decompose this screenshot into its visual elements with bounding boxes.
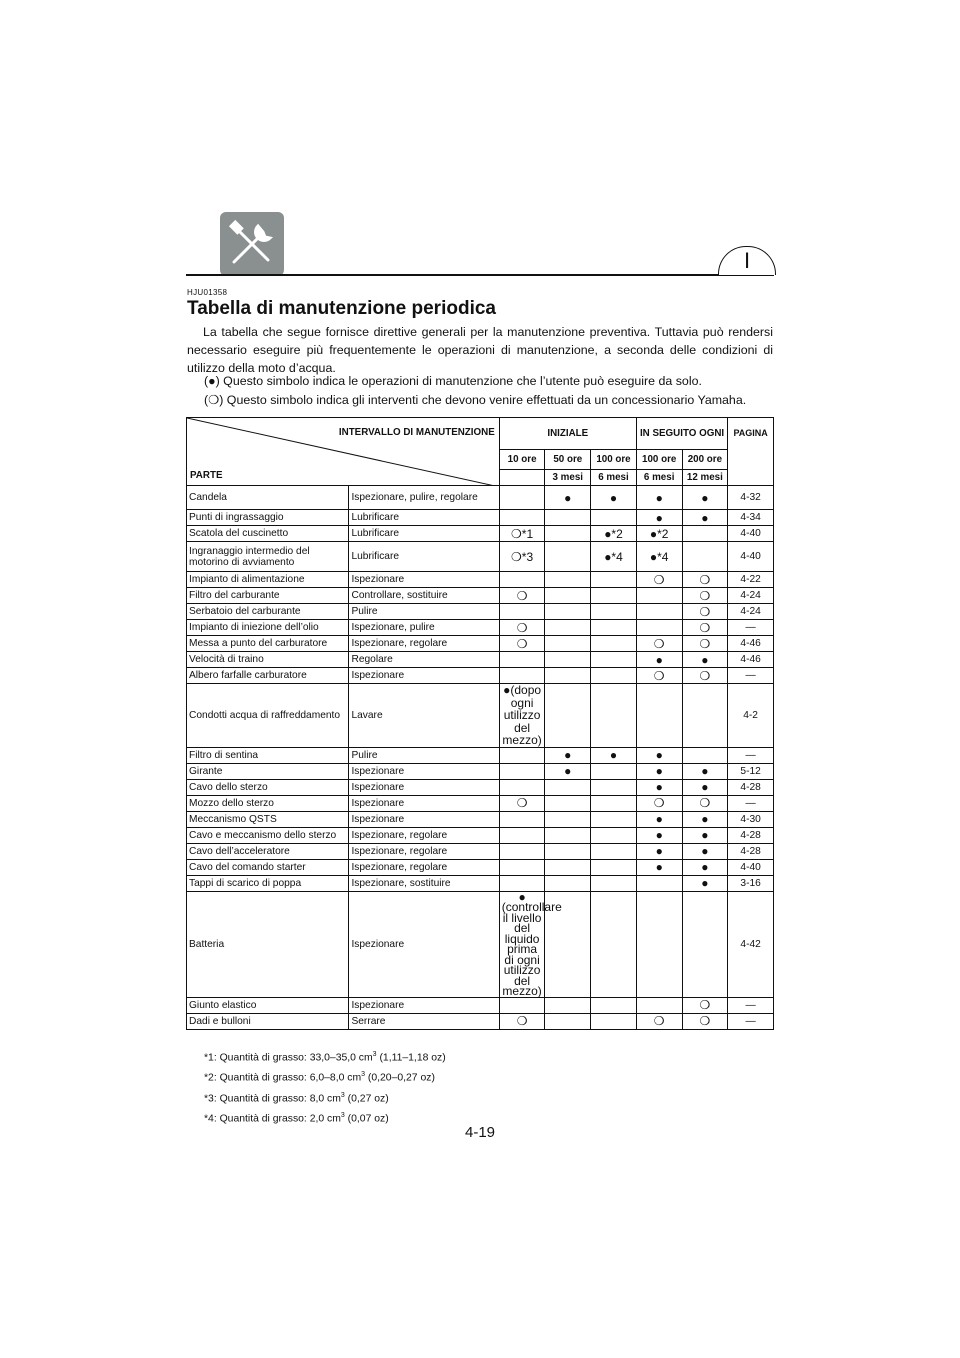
- language-tab: I: [718, 246, 776, 275]
- interval-mark-cell: ❍: [499, 636, 545, 652]
- interval-mark-cell: [591, 997, 637, 1013]
- interval-mark-cell: [499, 843, 545, 859]
- interval-mark-cell: ❍: [682, 604, 728, 620]
- interval-mark-cell: [636, 684, 682, 748]
- interval-mark-cell: [591, 668, 637, 684]
- maintenance-table-body: [187, 486, 774, 1030]
- interval-mark-cell: [545, 572, 591, 588]
- interval-mark-cell: ❍: [682, 620, 728, 636]
- interval-mark-cell: ❍*3: [499, 542, 545, 572]
- action-cell: Pulire: [349, 747, 499, 763]
- page-ref-cell: 4-2: [728, 684, 774, 748]
- interval-mark-cell: ❍: [682, 1013, 728, 1029]
- interval-mark-cell: ●: [636, 486, 682, 510]
- months-header: 12 mesi: [682, 470, 728, 486]
- action-cell: Ispezionare: [349, 795, 499, 811]
- page-ref-cell: 4-34: [728, 510, 774, 526]
- months-header: 3 mesi: [545, 470, 591, 486]
- interval-mark-cell: [545, 859, 591, 875]
- page-number: 4-19: [464, 1124, 496, 1141]
- maintenance-table: [186, 417, 774, 1030]
- interval-mark-cell: ●: [636, 843, 682, 859]
- part-cell: Mozzo dello sterzo: [187, 795, 349, 811]
- table-row: [187, 526, 774, 542]
- interval-mark-cell: ●: [591, 747, 637, 763]
- page-ref-cell: 4-22: [728, 572, 774, 588]
- part-cell: Giunto elastico: [187, 997, 349, 1013]
- interval-mark-cell: [591, 510, 637, 526]
- footnote: *2: Quantità di grasso: 6,0–8,0 $cm^3$ (0,20–0,27 oz): [204, 1071, 435, 1084]
- page-ref-cell: —: [728, 997, 774, 1013]
- interval-mark-cell: ●*4: [591, 542, 637, 572]
- interval-mark-cell: [545, 652, 591, 668]
- table-row: [187, 588, 774, 604]
- hours-header: 200 ore: [682, 450, 728, 470]
- interval-mark-cell: [545, 636, 591, 652]
- interval-mark-cell: ●*2: [636, 526, 682, 542]
- interval-mark-cell: [545, 510, 591, 526]
- part-cell: Impianto di alimentazione: [187, 572, 349, 588]
- interval-mark-cell: [545, 843, 591, 859]
- action-cell: Lubrificare: [349, 526, 499, 542]
- interval-mark-cell: [591, 843, 637, 859]
- page-ref-cell: 5-12: [728, 763, 774, 779]
- owner-symbol-note: (●) Questo simbolo indica le operazioni di manutenzione che l’utente può eseguire da solo.: [204, 374, 702, 388]
- part-cell: Scatola del cuscinetto: [187, 526, 349, 542]
- interval-mark-cell: [545, 620, 591, 636]
- interval-mark-cell: [499, 668, 545, 684]
- part-cell: Messa a punto del carburatore: [187, 636, 349, 652]
- interval-mark-cell: ●: [636, 763, 682, 779]
- interval-mark-cell: ●: [545, 486, 591, 510]
- interval-mark-cell: ●: [682, 843, 728, 859]
- part-cell: Velocità di traino: [187, 652, 349, 668]
- action-cell: Serrare: [349, 1013, 499, 1029]
- interval-mark-cell: [545, 526, 591, 542]
- action-cell: Ispezionare: [349, 779, 499, 795]
- table-row: [187, 997, 774, 1013]
- interval-mark-cell: [682, 684, 728, 748]
- interval-mark-cell: [682, 747, 728, 763]
- table-row: [187, 859, 774, 875]
- table-row: [187, 795, 774, 811]
- interval-mark-cell: [499, 604, 545, 620]
- interval-mark-cell: [636, 604, 682, 620]
- part-cell: Tappi di scarico di poppa: [187, 875, 349, 891]
- interval-mark-cell: [682, 542, 728, 572]
- interval-mark-cell: [636, 875, 682, 891]
- part-cell: Cavo dello sterzo: [187, 779, 349, 795]
- interval-mark-cell: ●: [636, 747, 682, 763]
- part-header-label: PARTE: [190, 470, 223, 481]
- hours-header: 100 ore: [636, 450, 682, 470]
- interval-mark-cell: [545, 684, 591, 748]
- interval-mark-cell: ❍*1: [499, 526, 545, 542]
- page-ref-cell: 4-24: [728, 588, 774, 604]
- action-cell: Ispezionare: [349, 811, 499, 827]
- interval-mark-cell: ●: [682, 652, 728, 668]
- interval-mark-cell: [545, 997, 591, 1013]
- table-row: [187, 684, 774, 748]
- table-row: [187, 572, 774, 588]
- interval-mark-cell: ❍: [682, 668, 728, 684]
- interval-mark-cell: [499, 779, 545, 795]
- interval-mark-cell: [636, 997, 682, 1013]
- part-cell: Batteria: [187, 891, 349, 997]
- page-ref-cell: 4-28: [728, 779, 774, 795]
- interval-mark-cell: [545, 604, 591, 620]
- dealer-symbol-note: (❍) Questo simbolo indica gli interventi che devono venire effettuati da un concessionario Yamaha.: [204, 393, 747, 407]
- part-cell: Meccanismo QSTS: [187, 811, 349, 827]
- page-ref-cell: —: [728, 1013, 774, 1029]
- interval-mark-cell: ●: [682, 779, 728, 795]
- interval-mark-cell: [591, 636, 637, 652]
- interval-mark-cell: [591, 779, 637, 795]
- table-row: [187, 620, 774, 636]
- interval-mark-cell: ●: [682, 486, 728, 510]
- action-cell: Ispezionare: [349, 763, 499, 779]
- months-header: 6 mesi: [636, 470, 682, 486]
- interval-header-label: INTERVALLO DI MANUTENZIONE: [338, 427, 495, 438]
- page-ref-cell: 4-46: [728, 636, 774, 652]
- interval-mark-cell: [591, 604, 637, 620]
- footnote: *3: Quantità di grasso: 8,0 $cm^3$ (0,27 oz): [204, 1091, 389, 1105]
- table-row: [187, 747, 774, 763]
- action-cell: Ispezionare, regolare: [349, 636, 499, 652]
- interval-mark-cell: ❍: [682, 997, 728, 1013]
- action-cell: Ispezionare, regolare: [349, 827, 499, 843]
- action-cell: Lavare: [349, 684, 499, 748]
- interval-mark-cell: ❍: [636, 1013, 682, 1029]
- interval-mark-cell: [591, 620, 637, 636]
- interval-mark-cell: ●: [682, 763, 728, 779]
- table-row: [187, 652, 774, 668]
- interval-mark-cell: [636, 891, 682, 997]
- interval-mark-cell: [499, 747, 545, 763]
- interval-mark-cell: ●: [545, 763, 591, 779]
- interval-mark-cell: ●: [636, 652, 682, 668]
- interval-mark-cell: [591, 1013, 637, 1029]
- action-cell: Regolare: [349, 652, 499, 668]
- action-cell: Controllare, sostituire: [349, 588, 499, 604]
- page-ref-cell: 4-40: [728, 859, 774, 875]
- action-cell: Ispezionare: [349, 997, 499, 1013]
- interval-mark-cell: [545, 811, 591, 827]
- part-cell: Serbatoio del carburante: [187, 604, 349, 620]
- interval-mark-cell: [591, 684, 637, 748]
- interval-mark-cell: [499, 486, 545, 510]
- action-cell: Lubrificare: [349, 542, 499, 572]
- interval-mark-cell: ●: [636, 859, 682, 875]
- part-cell: Albero farfalle carburatore: [187, 668, 349, 684]
- interval-mark-cell: [591, 572, 637, 588]
- table-row: [187, 827, 774, 843]
- interval-mark-cell: ❍: [682, 588, 728, 604]
- initial-header: INIZIALE: [499, 418, 636, 450]
- interval-mark-cell: [499, 875, 545, 891]
- page-ref-cell: —: [728, 747, 774, 763]
- page-ref-cell: —: [728, 668, 774, 684]
- part-cell: Condotti acqua di raffreddamento: [187, 684, 349, 748]
- table-row: [187, 811, 774, 827]
- action-cell: Ispezionare, regolare: [349, 859, 499, 875]
- section-code: HJU01358: [187, 288, 228, 297]
- table-row: [187, 779, 774, 795]
- interval-mark-cell: ●: [636, 811, 682, 827]
- interval-mark-cell: [499, 572, 545, 588]
- interval-mark-cell: [591, 891, 637, 997]
- table-row: [187, 486, 774, 510]
- interval-mark-cell: ●: [636, 779, 682, 795]
- interval-mark-cell: [591, 859, 637, 875]
- page-ref-cell: 4-40: [728, 526, 774, 542]
- interval-mark-cell: ❍: [682, 795, 728, 811]
- part-cell: Candela: [187, 486, 349, 510]
- action-cell: Ispezionare, pulire, regolare: [349, 486, 499, 510]
- interval-mark-cell: [499, 827, 545, 843]
- part-cell: Girante: [187, 763, 349, 779]
- interval-mark-cell: ●: [545, 747, 591, 763]
- footnotes: [204, 1046, 446, 1128]
- interval-mark-cell: ❍: [636, 668, 682, 684]
- table-row: [187, 636, 774, 652]
- interval-mark-cell: [545, 779, 591, 795]
- action-cell: Ispezionare: [349, 668, 499, 684]
- table-row: [187, 604, 774, 620]
- table-row: [187, 875, 774, 891]
- interval-mark-cell: [545, 668, 591, 684]
- action-cell: Pulire: [349, 604, 499, 620]
- page-ref-cell: 4-32: [728, 486, 774, 510]
- interval-mark-cell: [591, 763, 637, 779]
- page-ref-cell: 4-28: [728, 843, 774, 859]
- part-cell: Cavo e meccanismo dello sterzo: [187, 827, 349, 843]
- interval-mark-cell: ❍: [682, 636, 728, 652]
- page-ref-cell: 3-16: [728, 875, 774, 891]
- interval-part-header: [187, 418, 500, 486]
- interval-mark-cell: ●: [682, 827, 728, 843]
- tools-icon: [220, 212, 284, 276]
- interval-mark-cell: ● (controllare il livello del liquido prima di ogni utilizzo del mezzo): [499, 891, 545, 997]
- page-ref-cell: 4-42: [728, 891, 774, 997]
- interval-mark-cell: [499, 859, 545, 875]
- interval-mark-cell: ❍: [636, 795, 682, 811]
- action-cell: Ispezionare: [349, 572, 499, 588]
- page-ref-cell: —: [728, 795, 774, 811]
- page-header: PAGINA: [728, 418, 774, 486]
- interval-mark-cell: ●: [636, 827, 682, 843]
- table-row: [187, 1013, 774, 1029]
- table-row: [187, 891, 774, 997]
- interval-mark-cell: ❍: [499, 588, 545, 604]
- table-row: [187, 843, 774, 859]
- interval-mark-cell: [545, 588, 591, 604]
- interval-mark-cell: [591, 652, 637, 668]
- footnote: *1: Quantità di grasso: 33,0–35,0 $cm^3$ (1,11–1,18 oz): [204, 1051, 446, 1064]
- header-rule: [186, 274, 774, 276]
- months-header: 6 mesi: [591, 470, 637, 486]
- interval-mark-cell: [591, 875, 637, 891]
- part-cell: Ingranaggio intermedio del motorino di avviamento: [187, 542, 349, 572]
- page-ref-cell: 4-46: [728, 652, 774, 668]
- interval-mark-cell: ●: [636, 510, 682, 526]
- interval-mark-cell: [682, 891, 728, 997]
- table-row: [187, 510, 774, 526]
- action-cell: Ispezionare, regolare: [349, 843, 499, 859]
- page-ref-cell: —: [728, 620, 774, 636]
- interval-mark-cell: [591, 811, 637, 827]
- part-cell: Impianto di iniezione dell’olio: [187, 620, 349, 636]
- table-row: [187, 542, 774, 572]
- hours-header: 50 ore: [545, 450, 591, 470]
- part-cell: Cavo dell’acceleratore: [187, 843, 349, 859]
- action-cell: Ispezionare: [349, 891, 499, 997]
- table-row: [187, 668, 774, 684]
- interval-mark-cell: ●: [682, 811, 728, 827]
- interval-mark-cell: [545, 827, 591, 843]
- interval-mark-cell: [499, 652, 545, 668]
- interval-mark-cell: [499, 510, 545, 526]
- page-ref-cell: 4-30: [728, 811, 774, 827]
- interval-mark-cell: [636, 588, 682, 604]
- part-cell: Cavo del comando starter: [187, 859, 349, 875]
- interval-mark-cell: ❍: [682, 572, 728, 588]
- interval-mark-cell: [545, 795, 591, 811]
- interval-mark-cell: [591, 588, 637, 604]
- action-cell: Lubrificare: [349, 510, 499, 526]
- action-cell: Ispezionare, pulire: [349, 620, 499, 636]
- hours-header: 100 ore: [591, 450, 637, 470]
- page-ref-cell: 4-28: [728, 827, 774, 843]
- page-ref-cell: 4-40: [728, 542, 774, 572]
- interval-mark-cell: [636, 620, 682, 636]
- after-header: IN SEGUITO OGNI: [636, 418, 727, 450]
- part-cell: Filtro del carburante: [187, 588, 349, 604]
- interval-mark-cell: [591, 795, 637, 811]
- interval-mark-cell: [545, 1013, 591, 1029]
- interval-mark-cell: ●(dopo ogni utilizzo del mezzo): [499, 684, 545, 748]
- months-header-empty: [499, 470, 545, 486]
- interval-mark-cell: ●*4: [636, 542, 682, 572]
- part-cell: Punti di ingrassaggio: [187, 510, 349, 526]
- page-ref-cell: 4-24: [728, 604, 774, 620]
- interval-mark-cell: [499, 997, 545, 1013]
- interval-mark-cell: [682, 526, 728, 542]
- interval-mark-cell: ●*2: [591, 526, 637, 542]
- interval-mark-cell: ❍: [636, 636, 682, 652]
- interval-mark-cell: [499, 811, 545, 827]
- interval-mark-cell: ❍: [499, 620, 545, 636]
- intro-paragraph: La tabella che segue fornisce direttive generali per la manutenzione preventiva. Tuttavia può rendersi necessario eseguire più frequentemente le operazioni di manutenzione, a seconda delle condizioni di utilizzo della moto d’acqua.: [187, 325, 773, 375]
- part-cell: Dadi e bulloni: [187, 1013, 349, 1029]
- interval-mark-cell: ❍: [499, 1013, 545, 1029]
- interval-mark-cell: ❍: [636, 572, 682, 588]
- table-row: [187, 763, 774, 779]
- action-cell: Ispezionare, sostituire: [349, 875, 499, 891]
- interval-mark-cell: ●: [591, 486, 637, 510]
- interval-mark-cell: [545, 875, 591, 891]
- interval-mark-cell: ●: [682, 510, 728, 526]
- part-cell: Filtro di sentina: [187, 747, 349, 763]
- interval-mark-cell: [499, 763, 545, 779]
- interval-mark-cell: ●: [682, 859, 728, 875]
- page-title: Tabella di manutenzione periodica: [187, 298, 496, 319]
- interval-mark-cell: [591, 827, 637, 843]
- interval-mark-cell: [545, 542, 591, 572]
- hours-header: 10 ore: [499, 450, 545, 470]
- footnote: *4: Quantità di grasso: 2,0 $cm^3$ (0,07 oz): [204, 1112, 389, 1125]
- interval-mark-cell: ●: [682, 875, 728, 891]
- interval-mark-cell: ❍: [499, 795, 545, 811]
